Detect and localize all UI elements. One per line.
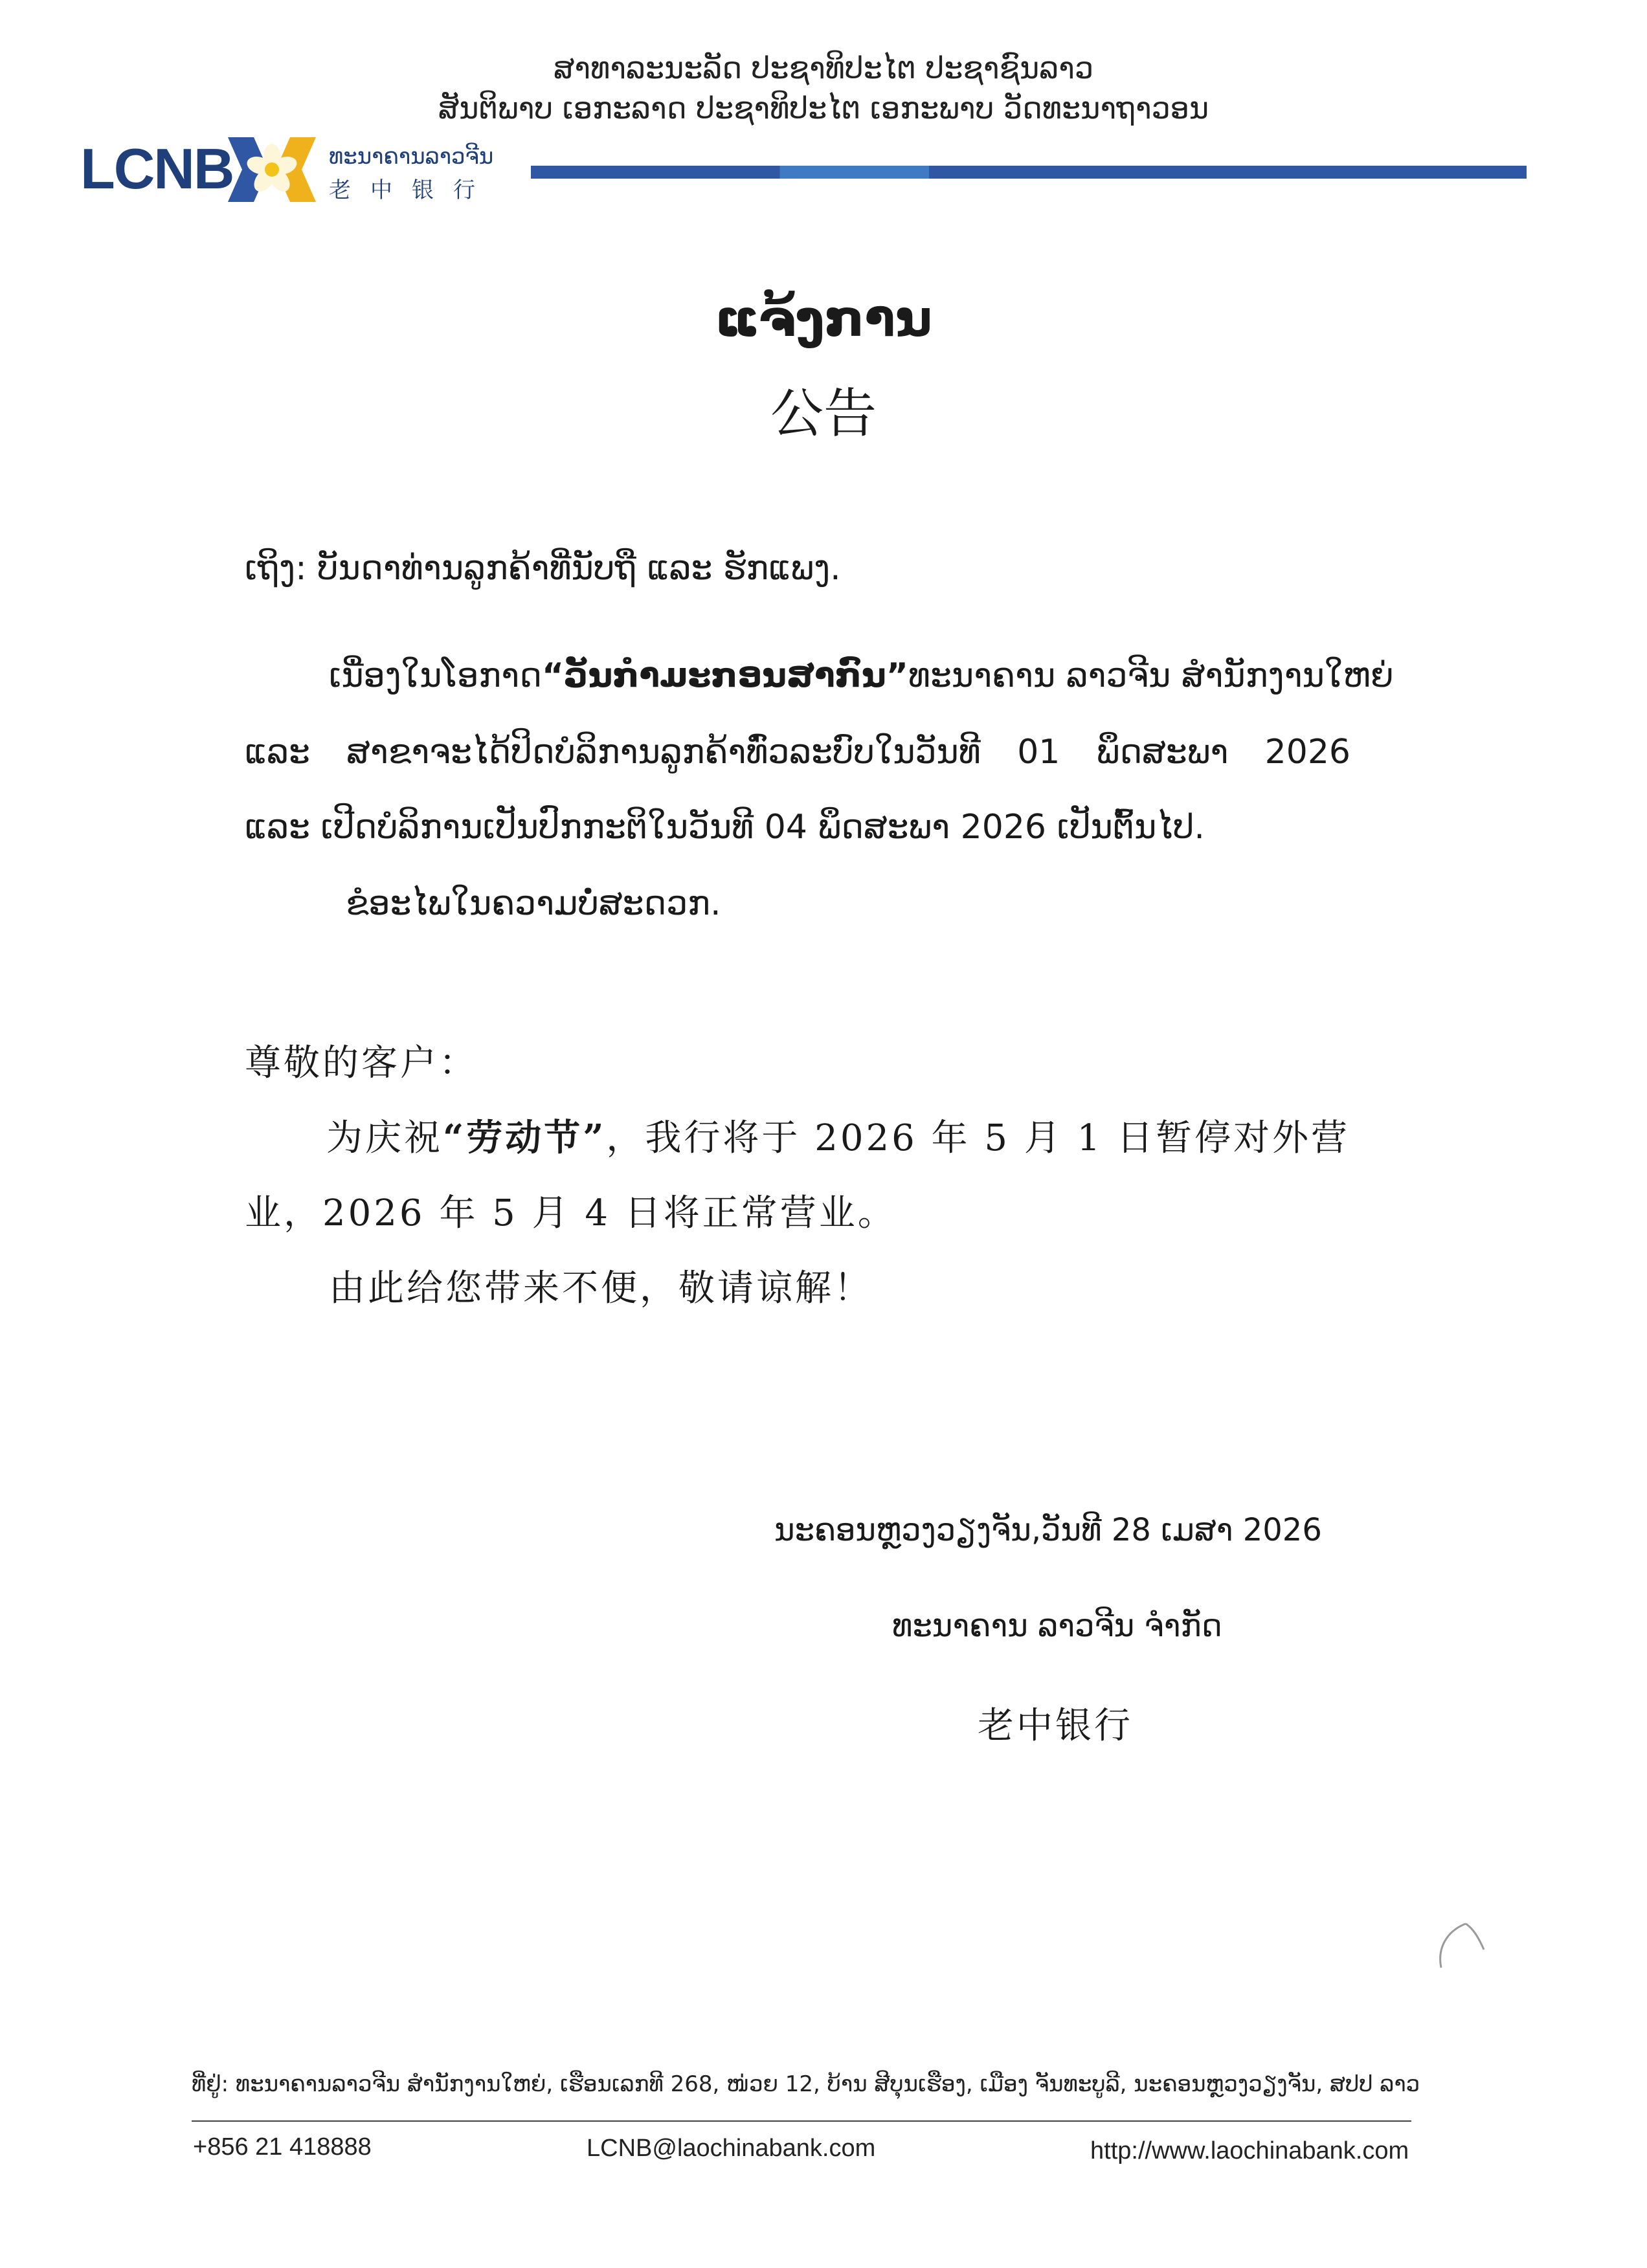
footer-website-link[interactable]: http://www.laochinabank.com — [1090, 2137, 1409, 2164]
lao-holiday-name: “ວັນກຳມະກອນສາກົນ” — [542, 656, 908, 695]
place-and-date: ນະຄອນຫຼວງວຽງຈັນ,ວັນທີ 28 ເມສາ 2026 — [774, 1512, 1322, 1548]
chinese-holiday-name: “劳动节” — [443, 1117, 607, 1159]
lao-paragraph-line-3: ແລະ ເປີດບໍລິການເປັນປົກກະຕິໃນວັນທີ 04 ພຶດສະພາ 2026 ເປັນຕົ້ນໄປ. — [245, 808, 1205, 847]
chinese-paragraph-line-2: 业，2026 年 5 月 4 日将正常营业。 — [245, 1192, 897, 1234]
chinese-paragraph-prefix: 为庆祝 — [326, 1117, 443, 1159]
signature-bank-chinese: 老中银行 — [978, 1705, 1133, 1747]
footer-email-link[interactable]: LCNB@laochinabank.com — [587, 2135, 876, 2162]
chinese-paragraph-line-1 — [326, 1109, 1350, 1161]
header-divider-bar — [531, 166, 1527, 179]
lao-apology: ຂໍອະໄພໃນຄວາມບໍ່ສະດວກ. — [346, 884, 721, 923]
bank-logo-chinese-name: 老中银行 — [329, 177, 495, 203]
signature-bank-lao: ທະນາຄານ ລາວຈີນ ຈຳກັດ — [892, 1608, 1222, 1644]
lao-paragraph-suffix: ທະນາຄານ ລາວຈີນ ສຳນັກງານໃຫຍ່ — [908, 656, 1394, 695]
lao-paragraph-line-2: ແລະ ສາຂາຈະໄດ້ປິດບໍລິການລູກຄ້າທົ່ວລະບົບໃນວັນທີ 01 ພຶດສະພາ 2026 — [245, 733, 1350, 772]
bank-logo-flower-icon — [228, 135, 316, 205]
lao-paragraph-prefix: ເນື່ອງໃນໂອກາດ — [329, 656, 542, 695]
chinese-apology: 由此给您带来不便，敬请谅解！ — [329, 1267, 873, 1309]
footer-divider — [192, 2120, 1411, 2122]
state-motto-line-2: ສັນຕິພາບ ເອກະລາດ ປະຊາທິປະໄຕ ເອກະພາບ ວັດທະນາຖາວອນ — [438, 91, 1209, 126]
state-motto-line-1: ສາທາລະນະລັດ ປະຊາທິປະໄຕ ປະຊາຊົນລາວ — [553, 50, 1094, 85]
footer-phone: +856 21 418888 — [193, 2133, 372, 2161]
bank-logo-lao-name: ທະນາຄານລາວຈີນ — [329, 144, 494, 170]
scan-mark-icon — [1433, 1916, 1496, 1978]
bank-logo-text: LCNB — [80, 137, 234, 201]
lao-paragraph-line-1 — [329, 656, 1394, 695]
notice-title-lao: ແຈ້ງການ — [715, 290, 932, 348]
footer-address: ທີ່ຢູ່: ທະນາຄານລາວຈີນ ສຳນັກງານໃຫຍ່, ເຮືອນເລກທີ 268, ໜ່ວຍ 12, ບ້ານ ສີບຸນເຮືອງ, ເມືອງ ຈັນທະບູລີ, ນະຄອນຫຼວງວຽງຈັນ, ສປປ ລາວ — [192, 2071, 1420, 2097]
lao-salutation: ເຖິງ: ບັນດາທ່ານລູກຄ້າທີ່ນັບຖື ແລະ ຮັກແພງ. — [245, 549, 841, 588]
notice-title-chinese: 公告 — [770, 383, 877, 445]
chinese-paragraph-suffix: ，我行将于 2026 年 5 月 1 日暂停对外营 — [606, 1117, 1350, 1159]
chinese-salutation: 尊敬的客户： — [245, 1042, 478, 1084]
